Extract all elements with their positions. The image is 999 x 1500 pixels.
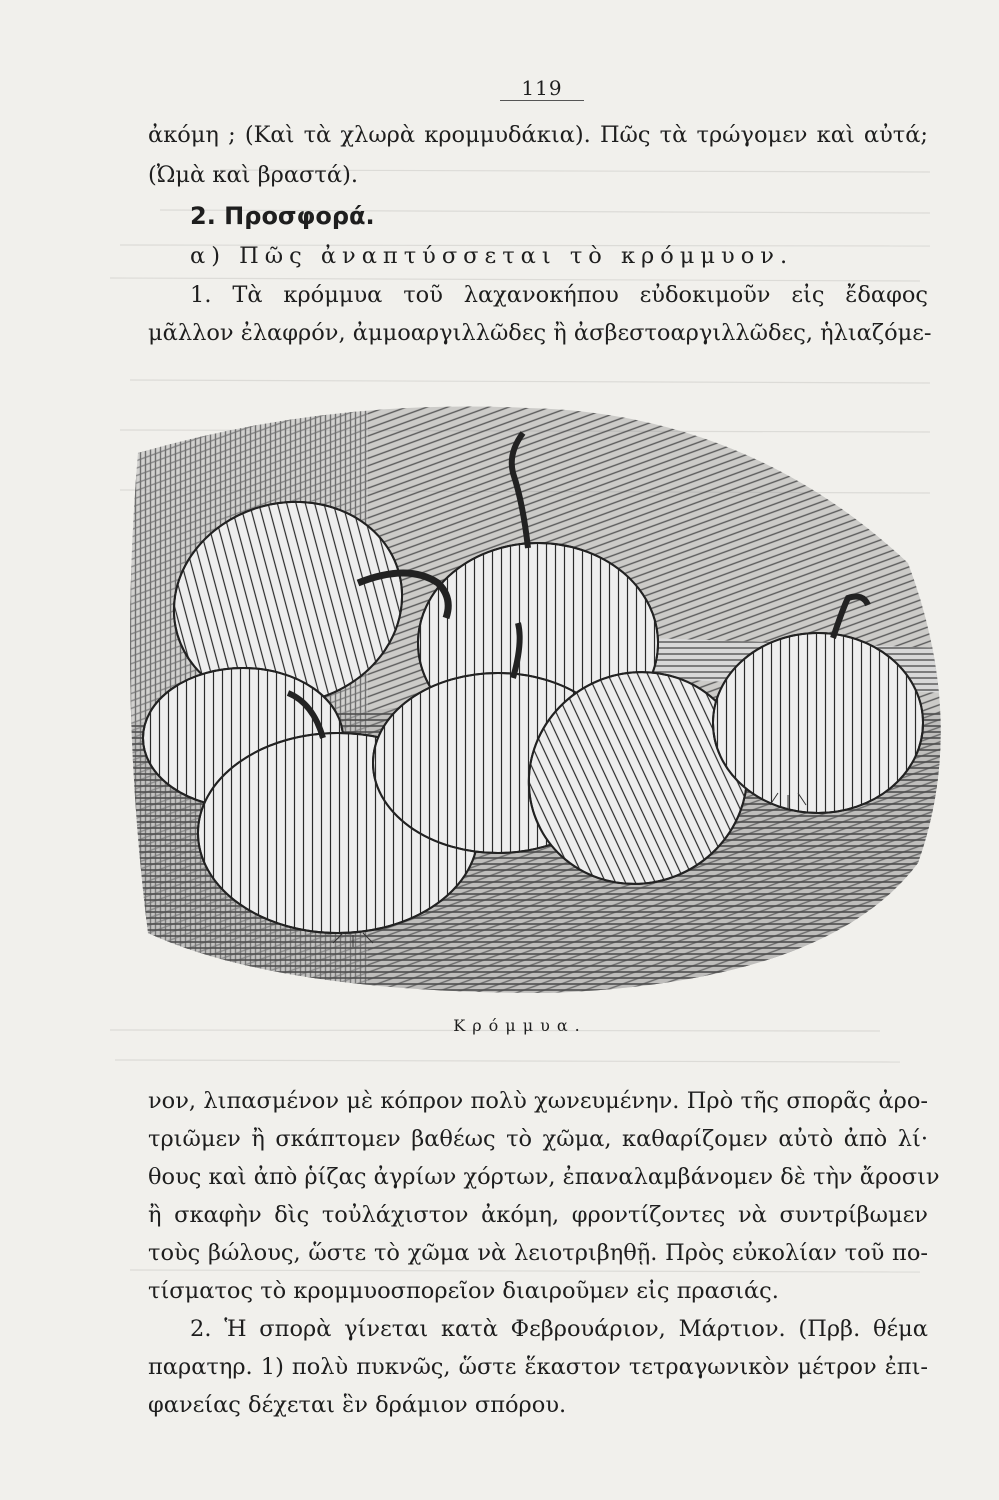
text-line: 1. Τὰ κρόμμυα τοῦ λαχανοκήπου εὐδοκιμοῦν εἰς ἔδαφος	[190, 282, 928, 308]
text-line: τοὺς βώλους, ὥστε τὸ χῶμα νὰ λειοτριβηθῇ. Πρὸς εὐκολίαν τοῦ πο-	[148, 1240, 928, 1266]
text-line: ἢ σκαφὴν δὶς τοὐλάχιστον ἀκόμη, φροντίζοντες νὰ συντρίβωμεν	[148, 1202, 928, 1228]
text-line: παρατηρ. 1) πολὺ πυκνῶς, ὥστε ἕκαστον τετραγωνικὸν μέτρον ἐπι-	[148, 1354, 928, 1380]
text-line: θους καὶ ἀπὸ ῥίζας ἀγρίων χόρτων, ἐπαναλαμβάνομεν δὲ τὴν ἄροσιν	[148, 1164, 940, 1190]
text-line: μᾶλλον ἐλαφρόν, ἀμμοαργιλλῶδες ἢ ἀσβεστοαργιλλῶδες, ἡλιαζόμε-	[148, 320, 932, 346]
subheading: α) Πῶς ἀναπτύσσεται τὸ κρόμμυον.	[190, 243, 794, 269]
figure-caption: Κρόμμυα.	[453, 1016, 587, 1035]
page-number-rule	[500, 100, 584, 101]
onion-engraving-image	[128, 393, 944, 1005]
text-line: τίσματος τὸ κρομμυοσπορεῖον διαιροῦμεν εἰς πρασιάς.	[148, 1278, 779, 1304]
text-line: ἀκόμη ; (Καὶ τὰ χλωρὰ κρομμυδάκια). Πῶς τὰ τρώγομεν καὶ αὐτά;	[148, 122, 928, 148]
text-line: νον, λιπασμένον μὲ κόπρον πολὺ χωνευμένην. Πρὸ τῆς σπορᾶς ἀρο-	[148, 1088, 928, 1114]
text-line: τριῶμεν ἢ σκάπτομεν βαθέως τὸ χῶμα, καθαρίζομεν αὐτὸ ἀπὸ λί·	[148, 1126, 928, 1152]
text-line: 2. Ἡ σπορὰ γίνεται κατὰ Φεβρουάριον, Μάρτιον. (Πρβ. θέμα	[190, 1316, 928, 1342]
text-line: (Ὠμὰ καὶ βραστά).	[148, 162, 358, 188]
text-line: φανείας δέχεται ἓν δράμιον σπόρου.	[148, 1392, 567, 1418]
section-heading: 2. Προσφορά.	[190, 202, 375, 230]
page-number: 119	[521, 76, 563, 100]
